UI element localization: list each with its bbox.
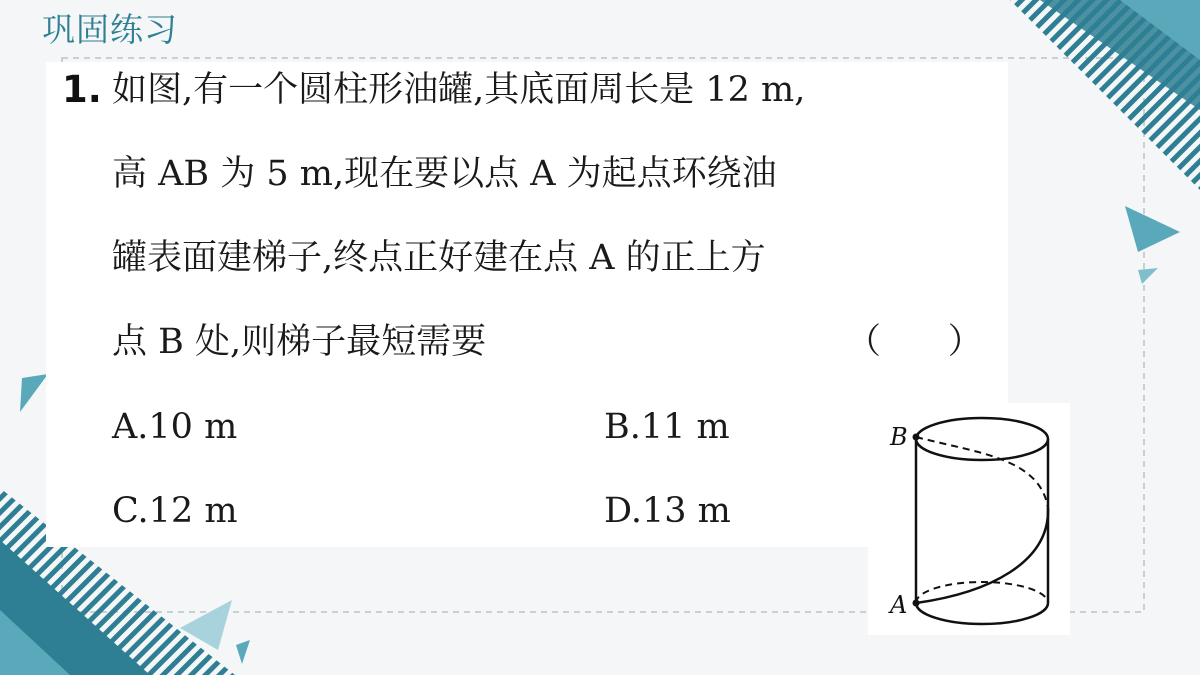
option-text: 12 m bbox=[148, 491, 238, 531]
question-line-1: 如图,有一个圆柱形油罐,其底面周长是 12 m, bbox=[112, 70, 806, 110]
answer-blank: （ ） bbox=[846, 322, 983, 362]
point-a bbox=[913, 600, 920, 607]
cylinder-figure bbox=[868, 403, 1070, 635]
option-label: B. bbox=[604, 407, 641, 447]
option-label: A. bbox=[112, 407, 149, 447]
option-d[interactable] bbox=[604, 486, 731, 536]
top-ellipse bbox=[916, 418, 1048, 460]
bottom-ellipse-front bbox=[916, 603, 1048, 624]
label-a: A bbox=[890, 591, 908, 619]
point-b bbox=[913, 434, 920, 441]
option-b[interactable] bbox=[604, 402, 730, 452]
question-line-3: 罐表面建梯子,终点正好建在点 A 的正上方 bbox=[112, 238, 766, 278]
option-label: D. bbox=[604, 491, 642, 531]
question-line-2: 高 AB 为 5 m,现在要以点 A 为起点环绕油 bbox=[112, 154, 777, 194]
option-c[interactable] bbox=[112, 486, 238, 536]
section-title: 巩固练习 bbox=[42, 10, 178, 49]
option-text: 13 m bbox=[641, 491, 731, 531]
option-a[interactable] bbox=[112, 402, 237, 452]
question-number: 1. bbox=[62, 68, 102, 111]
option-text: 10 m bbox=[148, 407, 238, 447]
option-text: 11 m bbox=[640, 407, 730, 447]
ladder-path-hidden bbox=[916, 437, 1048, 508]
option-label: C. bbox=[112, 491, 149, 531]
question-line-4: 点 B 处,则梯子最短需要 bbox=[112, 322, 487, 362]
label-b: B bbox=[890, 423, 908, 451]
question-card bbox=[46, 62, 1008, 547]
